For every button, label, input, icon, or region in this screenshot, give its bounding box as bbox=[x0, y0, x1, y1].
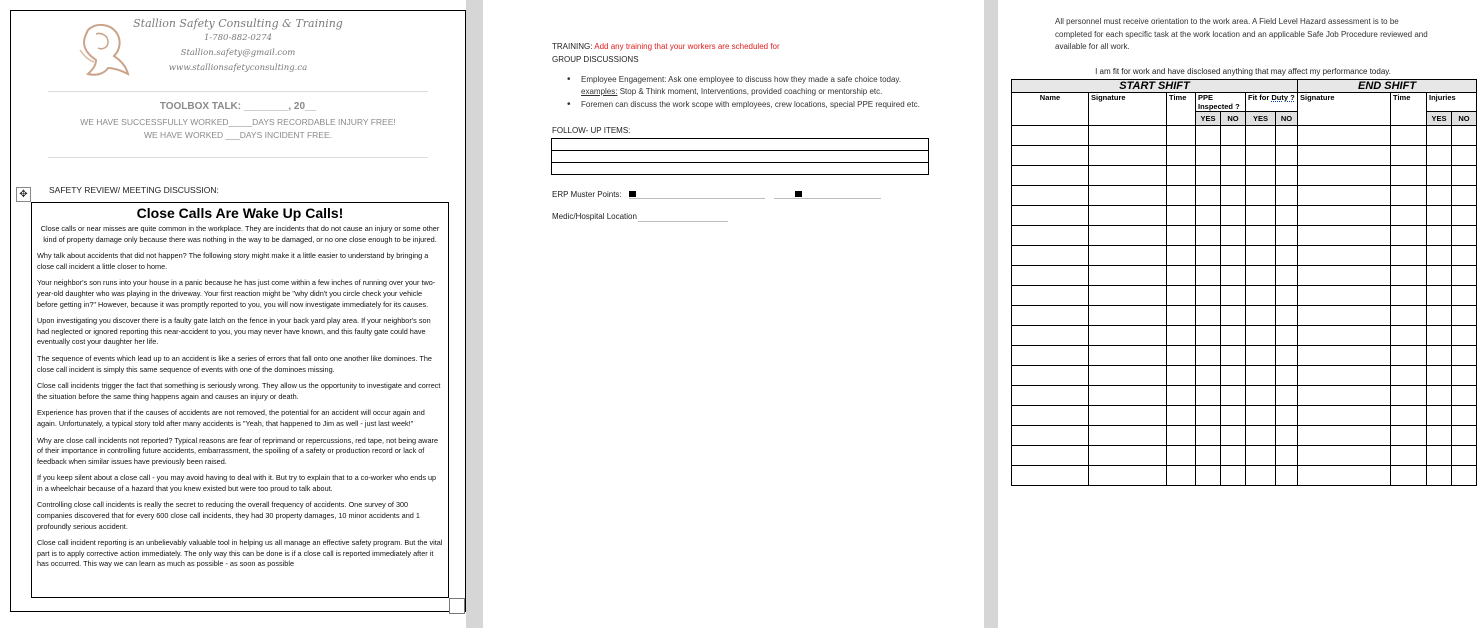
injury-free-days: WE HAVE SUCCESSFULLY WORKED_____DAYS RECORDABLE INJURY FREE! bbox=[80, 117, 396, 127]
table-row bbox=[1012, 266, 1477, 286]
sign-in-cell[interactable] bbox=[1089, 306, 1167, 326]
sign-in-cell[interactable] bbox=[1298, 326, 1391, 346]
bullet-text: Employee Engagement: Ask one employee to discuss how they made a safe choice today. bbox=[581, 75, 902, 84]
sign-in-cell[interactable] bbox=[1246, 466, 1276, 486]
sign-in-cell[interactable] bbox=[1196, 226, 1221, 246]
col-time-end: Time bbox=[1391, 93, 1427, 126]
sign-in-cell[interactable] bbox=[1276, 346, 1298, 366]
sign-in-cell[interactable] bbox=[1089, 446, 1167, 466]
sign-in-cell[interactable] bbox=[1196, 426, 1221, 446]
sign-in-cell[interactable] bbox=[1167, 426, 1196, 446]
sign-in-cell[interactable] bbox=[1391, 286, 1427, 306]
sign-in-cell[interactable] bbox=[1391, 266, 1427, 286]
bullet-text: Foremen can discuss the work scope with employees, crew locations, special PPE required etc. bbox=[581, 100, 920, 109]
sign-in-cell[interactable] bbox=[1167, 166, 1196, 186]
sign-in-cell[interactable] bbox=[1298, 226, 1391, 246]
article-paragraph: Your neighbor's son runs into your house in a panic because he has just come within a few inches of running over your two-year-old daughter who was playing in the driveway. Your first reaction might be "why didn't you circle check your vehicle before getting in?" However, because it was promptly reported to you, you will now investigate immediately for its causes. bbox=[37, 278, 436, 309]
sign-in-cell[interactable] bbox=[1452, 446, 1477, 466]
article-paragraph: Upon investigating you discover there is a faulty gate latch on the fence in your back yard play area. If your neighbor's son had neglected or ignored reporting this near-accident to you, you may never have known, and this faulty gate could have eventually cost your daughter her life. bbox=[37, 316, 431, 347]
sign-in-cell[interactable] bbox=[1167, 266, 1196, 286]
table-resize-handle[interactable] bbox=[449, 598, 465, 614]
sign-in-cell[interactable] bbox=[1167, 466, 1196, 486]
article-paragraph: Controlling close call incidents is really the secret to reducing the overall frequency of accidents. One survey of 300 companies discovered that for every 600 close call incidents, they had 30 property damages, 10 minor accidents and 1 profoundly serious accident. bbox=[37, 500, 420, 531]
sign-in-cell[interactable] bbox=[1391, 226, 1427, 246]
sign-in-cell[interactable] bbox=[1276, 446, 1298, 466]
incident-free-days: WE HAVE WORKED ___DAYS INCIDENT FREE. bbox=[144, 130, 332, 140]
sign-in-cell[interactable] bbox=[1452, 226, 1477, 246]
sign-in-cell[interactable] bbox=[1196, 386, 1221, 406]
group-discussions-label: GROUP DISCUSSIONS bbox=[552, 55, 639, 64]
sign-in-cell[interactable] bbox=[1298, 166, 1391, 186]
sign-in-cell[interactable] bbox=[1167, 346, 1196, 366]
sign-in-cell[interactable] bbox=[1167, 366, 1196, 386]
sign-in-cell[interactable] bbox=[1452, 246, 1477, 266]
sign-in-cell[interactable] bbox=[1012, 346, 1089, 366]
article-paragraph: Close calls or near misses are quite common in the workplace. They are incidents that do not cause an injury or some other kind of property damage only because there was nothing in the way to be damaged, or no one close enough to be injured. bbox=[40, 224, 440, 244]
sign-in-cell[interactable] bbox=[1427, 166, 1452, 186]
injuries-no: NO bbox=[1452, 112, 1477, 126]
sign-in-cell[interactable] bbox=[1427, 306, 1452, 326]
sign-in-cell[interactable] bbox=[1276, 366, 1298, 386]
sign-in-cell[interactable] bbox=[1221, 306, 1246, 326]
sign-in-cell[interactable] bbox=[1089, 146, 1167, 166]
sign-in-cell[interactable] bbox=[1427, 466, 1452, 486]
sign-in-cell[interactable] bbox=[1452, 166, 1477, 186]
article-paragraph: If you keep silent about a close call - you may avoid having to deal with it. But try to explain that to a co-worker who ends up in a wheelchair because of a hazard that you knew existed but were too proud to talk about. bbox=[37, 473, 437, 493]
sign-in-cell[interactable] bbox=[1298, 126, 1391, 146]
sign-in-cell[interactable] bbox=[1276, 326, 1298, 346]
sign-in-cell[interactable] bbox=[1298, 186, 1391, 206]
sign-in-cell[interactable] bbox=[1298, 406, 1391, 426]
table-row bbox=[1012, 326, 1477, 346]
sign-in-cell[interactable] bbox=[1089, 206, 1167, 226]
sign-in-cell[interactable] bbox=[1089, 346, 1167, 366]
table-row bbox=[1012, 306, 1477, 326]
table-row bbox=[1012, 146, 1477, 166]
start-shift-header: START SHIFT bbox=[1012, 80, 1298, 93]
orientation-notice: All personnel must receive orientation to the work area. A Field Level Hazard assessment is to be completed for each specific task at the work location and an applicable Safe Job Procedure reviewed and available for all work. bbox=[1055, 17, 1428, 51]
sign-in-cell[interactable] bbox=[1391, 246, 1427, 266]
sign-in-cell[interactable] bbox=[1089, 266, 1167, 286]
sign-in-cell[interactable] bbox=[1012, 206, 1089, 226]
sign-in-cell[interactable] bbox=[1196, 446, 1221, 466]
erp-muster-field-1[interactable] bbox=[629, 198, 765, 199]
table-row bbox=[1012, 246, 1477, 266]
table-row bbox=[1012, 186, 1477, 206]
sign-in-cell[interactable] bbox=[1276, 386, 1298, 406]
sign-in-cell[interactable] bbox=[1298, 266, 1391, 286]
table-row bbox=[1012, 286, 1477, 306]
company-email: Stallion.safety@gmail.com bbox=[180, 48, 296, 58]
sign-in-cell[interactable] bbox=[1276, 186, 1298, 206]
sign-in-cell[interactable] bbox=[1391, 126, 1427, 146]
divider bbox=[48, 157, 428, 158]
col-ppe-inspected bbox=[1196, 93, 1246, 112]
sign-in-cell[interactable] bbox=[1452, 146, 1477, 166]
sign-in-cell[interactable] bbox=[1298, 446, 1391, 466]
sign-in-cell[interactable] bbox=[1246, 326, 1276, 346]
follow-up-table bbox=[551, 138, 929, 175]
sign-in-cell[interactable] bbox=[1246, 266, 1276, 286]
sign-in-cell[interactable] bbox=[1221, 286, 1246, 306]
sign-in-cell[interactable] bbox=[1276, 166, 1298, 186]
sign-in-cell[interactable] bbox=[1012, 366, 1089, 386]
sign-in-cell[interactable] bbox=[1298, 366, 1391, 386]
sign-in-cell[interactable] bbox=[1012, 126, 1089, 146]
sign-in-cell[interactable] bbox=[1012, 246, 1089, 266]
sign-in-cell[interactable] bbox=[1012, 306, 1089, 326]
sign-in-cell[interactable] bbox=[1427, 146, 1452, 166]
sign-in-cell[interactable] bbox=[1452, 386, 1477, 406]
article-paragraph: Close call incidents trigger the fact that something is seriously wrong. They allow us the opportunity to investigate and correct the situation before the same thing happens again and causes an injury or death. bbox=[37, 381, 441, 401]
sign-in-cell[interactable] bbox=[1427, 266, 1452, 286]
article-paragraph: The sequence of events which lead up to an accident is like a series of errors that fall onto one another like dominoes. The close call incident is simply this same sequence of events with one of the dominoes missing. bbox=[37, 353, 432, 374]
sign-in-cell[interactable] bbox=[1452, 406, 1477, 426]
sign-in-cell[interactable] bbox=[1246, 186, 1276, 206]
sign-in-cell[interactable] bbox=[1452, 306, 1477, 326]
sign-in-cell[interactable] bbox=[1452, 426, 1477, 446]
sign-in-cell[interactable] bbox=[1276, 206, 1298, 226]
sign-in-cell[interactable] bbox=[1452, 206, 1477, 226]
sign-in-cell[interactable] bbox=[1246, 446, 1276, 466]
sign-in-cell[interactable] bbox=[1089, 326, 1167, 346]
sign-in-cell[interactable] bbox=[1167, 206, 1196, 226]
sign-in-cell[interactable] bbox=[1276, 246, 1298, 266]
sign-in-cell[interactable] bbox=[1196, 466, 1221, 486]
article-paragraph: Experience has proven that if the causes of accidents are not removed, the potential for an accident will occur again and again. Unfortunately, a typical story told after many accidents is "Yeah, that happened to Jim as well - just last week!" bbox=[37, 408, 425, 428]
sign-in-cell[interactable] bbox=[1196, 286, 1221, 306]
sign-in-cell[interactable] bbox=[1427, 286, 1452, 306]
fit-for-work-statement: I am fit for work and have disclosed anything that may affect my performance today. bbox=[1095, 67, 1391, 76]
sign-in-cell[interactable] bbox=[1012, 426, 1089, 446]
sign-in-cell[interactable] bbox=[1276, 226, 1298, 246]
ppe-yes: YES bbox=[1196, 112, 1221, 126]
sign-in-cell[interactable] bbox=[1391, 186, 1427, 206]
col-signature: Signature bbox=[1089, 93, 1167, 126]
fit-yes: YES bbox=[1246, 112, 1276, 126]
sign-in-cell[interactable] bbox=[1276, 306, 1298, 326]
fit-label: Fit for bbox=[1248, 93, 1272, 102]
safety-review-label: SAFETY REVIEW/ MEETING DISCUSSION: bbox=[49, 185, 219, 195]
sign-in-cell[interactable] bbox=[1089, 226, 1167, 246]
sign-in-cell[interactable] bbox=[1276, 286, 1298, 306]
examples-label: examples: bbox=[581, 87, 618, 96]
sign-in-cell[interactable] bbox=[1427, 386, 1452, 406]
sign-in-cell[interactable] bbox=[1452, 366, 1477, 386]
sign-in-cell[interactable] bbox=[1427, 426, 1452, 446]
medic-location-label: Medic/Hospital Location bbox=[552, 212, 637, 221]
sign-in-cell[interactable] bbox=[1167, 406, 1196, 426]
sign-in-cell[interactable] bbox=[1196, 406, 1221, 426]
sign-in-cell[interactable] bbox=[1246, 386, 1276, 406]
sign-in-cell[interactable] bbox=[1391, 206, 1427, 226]
sign-in-cell[interactable] bbox=[1221, 446, 1246, 466]
sign-in-cell[interactable] bbox=[1427, 326, 1452, 346]
table-row bbox=[1012, 386, 1477, 406]
sign-in-cell[interactable] bbox=[1276, 146, 1298, 166]
sign-in-cell[interactable] bbox=[1167, 446, 1196, 466]
sign-in-cell[interactable] bbox=[1012, 186, 1089, 206]
field-marker bbox=[795, 191, 802, 197]
sign-in-cell[interactable] bbox=[1427, 246, 1452, 266]
sign-in-cell[interactable] bbox=[1196, 266, 1221, 286]
sign-in-cell[interactable] bbox=[1427, 226, 1452, 246]
sign-in-cell[interactable] bbox=[1452, 326, 1477, 346]
sign-in-cell[interactable] bbox=[1452, 286, 1477, 306]
sign-in-cell[interactable] bbox=[1298, 306, 1391, 326]
follow-up-cell[interactable] bbox=[552, 151, 929, 163]
sign-in-cell[interactable] bbox=[1246, 406, 1276, 426]
sign-in-cell[interactable] bbox=[1089, 186, 1167, 206]
sign-in-cell[interactable] bbox=[1089, 126, 1167, 146]
table-row bbox=[1012, 126, 1477, 146]
sign-in-cell[interactable] bbox=[1221, 146, 1246, 166]
sign-in-cell[interactable] bbox=[1167, 226, 1196, 246]
follow-up-cell[interactable] bbox=[552, 139, 929, 151]
sign-in-cell[interactable] bbox=[1196, 326, 1221, 346]
sign-in-cell[interactable] bbox=[1298, 386, 1391, 406]
table-row bbox=[1012, 466, 1477, 486]
toolbox-title: TOOLBOX TALK: ________, 20__ bbox=[159, 101, 317, 112]
sign-in-cell[interactable] bbox=[1427, 126, 1452, 146]
company-contact bbox=[130, 16, 346, 76]
sign-in-cell[interactable] bbox=[1221, 246, 1246, 266]
training-line bbox=[552, 42, 780, 51]
col-injuries: Injuries bbox=[1427, 93, 1477, 112]
sign-in-cell[interactable] bbox=[1089, 366, 1167, 386]
sign-in-cell[interactable] bbox=[1012, 166, 1089, 186]
sign-in-cell[interactable] bbox=[1221, 386, 1246, 406]
sign-in-cell[interactable] bbox=[1276, 406, 1298, 426]
page-1 bbox=[0, 0, 466, 628]
sign-in-cell[interactable] bbox=[1196, 186, 1221, 206]
sign-in-cell[interactable] bbox=[1298, 246, 1391, 266]
sign-in-cell[interactable] bbox=[1167, 386, 1196, 406]
bullet-text: Stop & Think moment, Interventions, provided coaching or mentorship etc. bbox=[617, 87, 883, 96]
sign-in-cell[interactable] bbox=[1391, 166, 1427, 186]
sign-in-cell[interactable] bbox=[1167, 326, 1196, 346]
table-row bbox=[1012, 406, 1477, 426]
col-signature-end: Signature bbox=[1298, 93, 1391, 126]
sign-in-cell[interactable] bbox=[1452, 126, 1477, 146]
article-box bbox=[31, 202, 449, 598]
training-label: TRAINING: bbox=[552, 42, 595, 51]
article-title: Close Calls Are Wake Up Calls! bbox=[136, 205, 344, 221]
article-paragraph: Why are close call incidents not reported? Typical reasons are fear of reprimand or repercussions, red tape, not being aware of their importance in controlling future accidents, embarrassment, the spoiling of a safety or production record or lack of feedback when similar issues have previously been raised. bbox=[37, 435, 439, 466]
table-move-handle-icon[interactable]: ✥ bbox=[16, 187, 31, 202]
sign-in-table bbox=[1011, 79, 1477, 486]
sign-in-cell[interactable] bbox=[1391, 386, 1427, 406]
sign-in-cell[interactable] bbox=[1012, 386, 1089, 406]
ppe-no: NO bbox=[1221, 112, 1246, 126]
table-row bbox=[1012, 366, 1477, 386]
table-row bbox=[1012, 346, 1477, 366]
sign-in-rows bbox=[1012, 126, 1477, 486]
sign-in-cell[interactable] bbox=[1427, 406, 1452, 426]
sign-in-cell[interactable] bbox=[1391, 406, 1427, 426]
sign-in-cell[interactable] bbox=[1012, 286, 1089, 306]
sign-in-cell[interactable] bbox=[1221, 266, 1246, 286]
col-ppe-label: PPE Inspected ? bbox=[1198, 93, 1240, 111]
sign-in-cell[interactable] bbox=[1089, 466, 1167, 486]
sign-in-cell[interactable] bbox=[1246, 346, 1276, 366]
sign-in-cell[interactable] bbox=[1391, 466, 1427, 486]
sign-in-cell[interactable] bbox=[1391, 326, 1427, 346]
sign-in-cell[interactable] bbox=[1246, 246, 1276, 266]
duty-label: Duty ? bbox=[1271, 93, 1295, 102]
divider bbox=[48, 91, 428, 92]
sign-in-cell[interactable] bbox=[1012, 446, 1089, 466]
sign-in-cell[interactable] bbox=[1012, 146, 1089, 166]
discussion-list bbox=[567, 74, 967, 112]
sign-in-cell[interactable] bbox=[1196, 206, 1221, 226]
medic-location-field[interactable] bbox=[638, 221, 728, 222]
sign-in-cell[interactable] bbox=[1427, 206, 1452, 226]
sign-in-cell[interactable] bbox=[1221, 366, 1246, 386]
sign-in-cell[interactable] bbox=[1427, 186, 1452, 206]
sign-in-cell[interactable] bbox=[1196, 366, 1221, 386]
follow-up-label: FOLLOW- UP ITEMS: bbox=[552, 126, 631, 135]
stallion-logo-icon bbox=[70, 20, 134, 78]
sign-in-cell[interactable] bbox=[1012, 326, 1089, 346]
sign-in-cell[interactable] bbox=[1246, 226, 1276, 246]
injuries-yes: YES bbox=[1427, 112, 1452, 126]
sign-in-cell[interactable] bbox=[1298, 426, 1391, 446]
article-paragraph: Close call incident reporting is an unbelievably valuable tool in helping us all manage an effective safety program. But the vital part is to apply corrective action immediately. The only way this can be done is if a close call is reported immediately after it has occurred. This way we can learn as much as possible - as soon as possible bbox=[37, 538, 443, 569]
sign-in-cell[interactable] bbox=[1246, 126, 1276, 146]
sign-in-cell[interactable] bbox=[1221, 406, 1246, 426]
erp-muster-field-2[interactable] bbox=[774, 198, 881, 199]
col-fit-for-duty bbox=[1246, 93, 1298, 112]
table-row bbox=[1012, 426, 1477, 446]
sign-in-cell[interactable] bbox=[1221, 326, 1246, 346]
sign-in-cell[interactable] bbox=[1427, 346, 1452, 366]
sign-in-cell[interactable] bbox=[1276, 426, 1298, 446]
sign-in-cell[interactable] bbox=[1427, 446, 1452, 466]
company-phone: 1-780-882-0274 bbox=[203, 33, 273, 43]
end-shift-header: END SHIFT bbox=[1298, 80, 1477, 93]
sign-in-cell[interactable] bbox=[1246, 426, 1276, 446]
col-time: Time bbox=[1167, 93, 1196, 126]
sign-in-cell[interactable] bbox=[1089, 426, 1167, 446]
sign-in-cell[interactable] bbox=[1221, 166, 1246, 186]
list-item bbox=[567, 74, 967, 98]
table-row bbox=[1012, 226, 1477, 246]
sign-in-cell[interactable] bbox=[1196, 166, 1221, 186]
sign-in-cell[interactable] bbox=[1167, 286, 1196, 306]
sign-in-cell[interactable] bbox=[1391, 366, 1427, 386]
sign-in-cell[interactable] bbox=[1298, 346, 1391, 366]
sign-in-cell[interactable] bbox=[1452, 266, 1477, 286]
sign-in-cell[interactable] bbox=[1246, 286, 1276, 306]
sign-in-cell[interactable] bbox=[1167, 306, 1196, 326]
sign-in-cell[interactable] bbox=[1221, 206, 1246, 226]
sign-in-cell[interactable] bbox=[1196, 306, 1221, 326]
sign-in-cell[interactable] bbox=[1221, 466, 1246, 486]
sign-in-cell[interactable] bbox=[1012, 406, 1089, 426]
sign-in-cell[interactable] bbox=[1298, 206, 1391, 226]
sign-in-cell[interactable] bbox=[1089, 406, 1167, 426]
sign-in-cell[interactable] bbox=[1298, 466, 1391, 486]
sign-in-cell[interactable] bbox=[1246, 366, 1276, 386]
col-name: Name bbox=[1012, 93, 1089, 126]
sign-in-cell[interactable] bbox=[1167, 146, 1196, 166]
sign-in-cell[interactable] bbox=[1427, 366, 1452, 386]
sign-in-cell[interactable] bbox=[1012, 226, 1089, 246]
table-row bbox=[1012, 206, 1477, 226]
erp-muster-label: ERP Muster Points: bbox=[552, 190, 622, 199]
sign-in-cell[interactable] bbox=[1391, 346, 1427, 366]
sign-in-cell[interactable] bbox=[1167, 186, 1196, 206]
company-website: www.stallionsafetyconsulting.ca bbox=[168, 63, 308, 73]
sign-in-cell[interactable] bbox=[1167, 126, 1196, 146]
sign-in-cell[interactable] bbox=[1089, 166, 1167, 186]
sign-in-cell[interactable] bbox=[1452, 186, 1477, 206]
sign-in-cell[interactable] bbox=[1089, 386, 1167, 406]
sign-in-cell[interactable] bbox=[1167, 246, 1196, 266]
sign-in-cell[interactable] bbox=[1221, 186, 1246, 206]
follow-up-cell[interactable] bbox=[552, 163, 929, 175]
sign-in-cell[interactable] bbox=[1276, 126, 1298, 146]
sign-in-cell[interactable] bbox=[1221, 346, 1246, 366]
sign-in-cell[interactable] bbox=[1246, 146, 1276, 166]
article-paragraph: Why talk about accidents that did not happen? The following story might make it a little easier to understand by bringing a close call incident a little closer to home. bbox=[37, 251, 429, 271]
sign-in-cell[interactable] bbox=[1089, 286, 1167, 306]
table-row bbox=[1012, 446, 1477, 466]
sign-in-cell[interactable] bbox=[1391, 306, 1427, 326]
sign-in-cell[interactable] bbox=[1246, 166, 1276, 186]
sign-in-cell[interactable] bbox=[1196, 346, 1221, 366]
table-row bbox=[1012, 166, 1477, 186]
field-marker bbox=[629, 191, 636, 197]
sign-in-cell[interactable] bbox=[1246, 306, 1276, 326]
sign-in-cell[interactable] bbox=[1012, 266, 1089, 286]
fit-no: NO bbox=[1276, 112, 1298, 126]
sign-in-cell[interactable] bbox=[1089, 246, 1167, 266]
sign-in-cell[interactable] bbox=[1391, 426, 1427, 446]
sign-in-cell[interactable] bbox=[1391, 446, 1427, 466]
sign-in-cell[interactable] bbox=[1276, 266, 1298, 286]
sign-in-cell[interactable] bbox=[1221, 126, 1246, 146]
sign-in-cell[interactable] bbox=[1012, 466, 1089, 486]
sign-in-cell[interactable] bbox=[1196, 126, 1221, 146]
company-name: Stallion Safety Consulting & Training bbox=[133, 17, 343, 30]
training-note: Add any training that your workers are scheduled for bbox=[594, 42, 780, 51]
sign-in-cell[interactable] bbox=[1391, 146, 1427, 166]
sign-in-cell[interactable] bbox=[1246, 206, 1276, 226]
sign-in-cell[interactable] bbox=[1196, 246, 1221, 266]
sign-in-cell[interactable] bbox=[1221, 426, 1246, 446]
sign-in-cell[interactable] bbox=[1196, 146, 1221, 166]
list-item bbox=[567, 99, 967, 111]
sign-in-cell[interactable] bbox=[1452, 466, 1477, 486]
sign-in-cell[interactable] bbox=[1452, 346, 1477, 366]
sign-in-cell[interactable] bbox=[1298, 146, 1391, 166]
sign-in-cell[interactable] bbox=[1221, 226, 1246, 246]
sign-in-cell[interactable] bbox=[1276, 466, 1298, 486]
sign-in-cell[interactable] bbox=[1298, 286, 1391, 306]
